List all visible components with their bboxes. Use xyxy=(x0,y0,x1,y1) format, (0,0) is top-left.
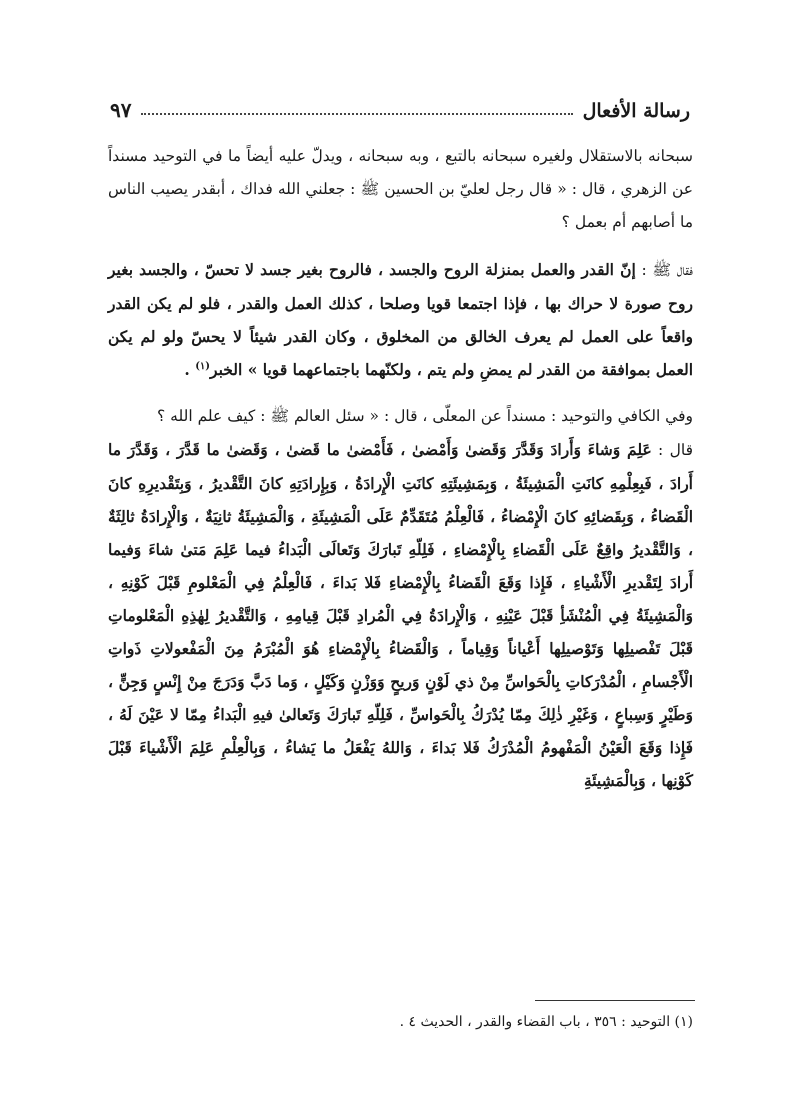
paragraph-2-lead: فقال ﷺ : xyxy=(635,261,693,279)
footnote xyxy=(108,1010,693,1034)
header-title: رسالة الأفعال xyxy=(582,100,690,122)
paragraph-3 xyxy=(108,400,693,433)
paragraph-1 xyxy=(108,140,693,239)
footnote-separator xyxy=(535,1000,695,1001)
paragraph-2 xyxy=(108,253,693,386)
paragraph-4-text: عَلِمَ وَشاءَ وَأَرادَ وَقَدَّرَ وَقَضىٰ وَأَمْضىٰ ، فَأَمْضىٰ ما قَضىٰ ، وَقَضىٰ ما قَدَّرَ ، وَقَدَّرَ ما أَرادَ ، فَبِعِلْمِهِ كانَتِ الْمَشِيئَةُ ، وَبِمَشِيئَتِهِ كانَتِ الْإِرادَةُ ، وَبِإِرادَتِهِ كانَ التَّقْديرُ ، وَبِتَقْديرِهِ كانَ الْقَضاءُ ، وَبِقَضائِهِ كانَ الْإِمْضاءُ ، فَالْعِلْمُ مُتَقَدِّمٌ عَلَى الْمَشِيئَةِ ، وَالْمَشِيئَةُ ثانِيَةٌ ، وَالْإِرادَةُ ثالِثَةٌ ، وَالتَّقْديرُ واقِعٌ عَلَى الْقَضاءِ بِالْإِمْضاءِ ، فَلِلّهِ تَبارَكَ وَتَعالَى الْبَداءُ فيما عَلِمَ مَتىٰ شاءَ وَفيما أَرادَ لِتَقْديرِ الْأَشْياءِ ، فَإِذا وَقَعَ الْقَضاءُ بِالْإِمْضاءِ فَلا بَداءَ ، فَالْعِلْمُ فِي الْمَعْلومِ قَبْلَ كَوْنِهِ ، وَالْمَشِيئَةُ فِي الْمُنْشَأِ قَبْلَ عَيْنِهِ ، وَالْإِرادَةُ فِي الْمُرادِ قَبْلَ قِيامِهِ ، وَالتَّقْديرُ لِهٰذِهِ الْمَعْلوماتِ قَبْلَ تَفْصيلِها وَتَوْصيلِها أَعْياناً وَقِياماً ، وَالْقَضاءُ بِالْإِمْضاءِ هُوَ الْمُبْرَمُ مِنَ الْمَفْعولاتِ ذَواتِ الْأَجْسامِ ، الْمُدْرَكاتِ بِالْحَواسِّ مِنْ ذي لَوْنٍ وَريحٍ وَوَزْنٍ وَكَيْلٍ ، وَما دَبَّ وَدَرَجَ مِنْ إِنْسٍ وَجِنٍّ ، وَطَيْرٍ وَسِباعٍ ، وَغَيْرِ ذٰلِكَ مِمّا يُدْرَكُ بِالْحَواسِّ ، فَلِلّهِ تَبارَكَ وَتَعالىٰ فيهِ الْبَداءُ مِمّا لا عَيْنَ لَهُ ، فَإِذا وَقَعَ الْعَيْنُ الْمَفْهومُ الْمُدْرَكُ فَلا بَداءَ ، وَاللهُ يَفْعَلُ ما يَشاءُ ، وَبِالْعِلْمِ عَلِمَ الْأَشْياءَ قَبْلَ كَوْنِها ، وَبِالْمَشِيئَةِ xyxy=(108,440,693,790)
footnote-text: (١) التوحيد : ٣٥٦ ، باب القضاء والقدر ، الحديث ٤ . xyxy=(399,1014,693,1030)
footnote-marker[interactable]: (١) xyxy=(195,360,211,372)
header-dot-leader xyxy=(141,113,572,115)
paragraph-3-text: وفي الكافي والتوحيد : مسنداً عن المعلّى ، قال : « سئل العالم ﷺ : كيف علم الله ؟ xyxy=(157,407,693,425)
paragraph-4 xyxy=(108,433,693,797)
paragraph-2-text: إنّ القدر والعمل بمنزلة الروح والجسد ، فالروح بغير جسد لا تحسّ ، والجسد بغير روح صورة لا حراك بها ، فإذا اجتمعا قويا وصلحا ، كذلك العمل والقدر ، فلو لم يكن القدر واقعاً على العمل لم يعرف الخالق من المخلوق ، وكان القدر شيئاً لا يحسّ ولو لم يكن العمل بموافقة من القدر لم يمضِ ولم يتم ، ولكنّهما باجتماعهما قويا » الخبر xyxy=(108,260,693,379)
paragraph-1-text: سبحانه بالاستقلال ولغيره سبحانه بالتبع ، وبه سبحانه ، ويدلّ عليه أيضاً ما في التوحيد مسنداً عن الزهري ، قال : « قال رجل لعليّ بن الحسين ﷺ : جعلني الله فداك ، أبقدر يصيب الناس ما أصابهم أم بعمل ؟ xyxy=(108,147,693,231)
page-number: ٩٧ xyxy=(110,98,132,122)
running-header xyxy=(110,88,690,122)
paragraph-4-lead: قال : xyxy=(651,441,693,459)
paragraph-2-end: . xyxy=(184,360,196,379)
page-body xyxy=(108,140,693,797)
